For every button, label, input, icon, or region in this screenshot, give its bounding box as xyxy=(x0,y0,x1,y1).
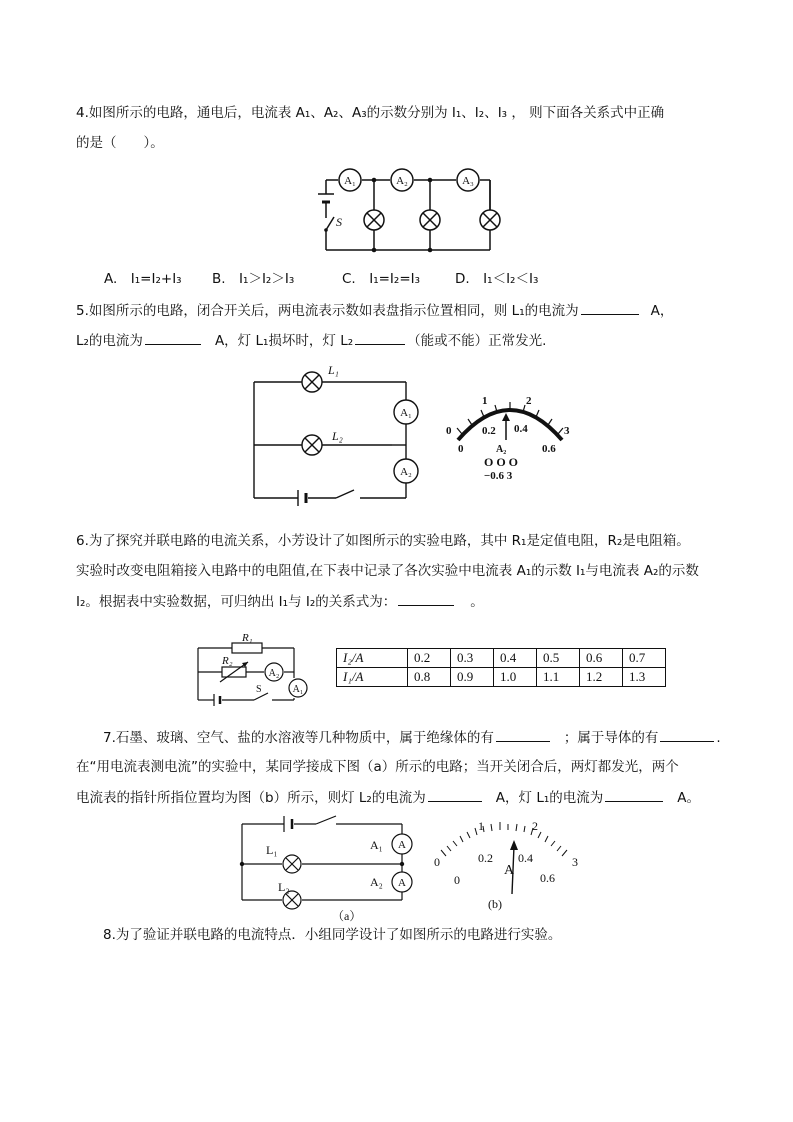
q5-text-1b: A， xyxy=(650,303,674,319)
lamp-l2 xyxy=(302,435,322,455)
lamp-1 xyxy=(364,210,384,230)
lamp-2 xyxy=(420,210,440,230)
dial-bottom-2: 0.4 xyxy=(514,423,528,435)
q5-blank-l2-current[interactable] xyxy=(145,331,201,345)
svg-text:A₂: A₂ xyxy=(268,668,280,679)
svg-text:A₁: A₁ xyxy=(292,684,304,695)
junction-dot xyxy=(400,862,404,866)
q6-text-3a: I₂。根据表中实验数据，可归纳出 I₁与 I₂的关系式为： xyxy=(76,594,397,610)
q5-blank-l1-current[interactable] xyxy=(581,301,639,315)
dial-top-0: 0 xyxy=(446,425,452,437)
dial-top-2: 2 xyxy=(532,819,538,833)
svg-text:A: A xyxy=(398,877,406,889)
q7-blank-conductors[interactable] xyxy=(660,728,714,742)
table-cell: 0.8 xyxy=(408,668,451,687)
q7-meter-dial-b xyxy=(432,816,592,916)
svg-text:A₁: A₁ xyxy=(400,407,412,419)
q6-text-3b: 。 xyxy=(470,594,484,610)
q5-blank-l2-glow[interactable] xyxy=(355,331,405,345)
q5-line2 xyxy=(76,331,546,350)
q4-option-b: B. I₁＞I₂＞I₃ xyxy=(212,271,295,287)
dial-top-3: 3 xyxy=(564,425,570,437)
svg-text:A₁: A₁ xyxy=(344,175,356,187)
dial-terminal-labels: −0.6 3 xyxy=(484,470,513,482)
dial-top-1: 1 xyxy=(482,395,488,407)
q5-meter-dial xyxy=(440,388,580,488)
ammeter-a1 xyxy=(289,679,307,697)
q7-text-1a: 7.石墨、玻璃、空气、盐的水溶液等几种物质中，属于绝缘体的有 xyxy=(103,730,494,746)
dial-needle-tip xyxy=(510,840,518,850)
dial-bottom-3: 0.6 xyxy=(540,871,555,885)
q5-text-2a: L₂的电流为 xyxy=(76,333,143,349)
ammeter-a2-label: A₂ xyxy=(370,875,383,889)
dial-bottom-1: 0.2 xyxy=(478,851,493,865)
lamp-l1-label: L₁ xyxy=(266,843,278,857)
q7-text-3a: 电流表的指针所指位置均为图（b）所示，则灯 L₂的电流为 xyxy=(76,790,426,806)
ammeter-a2 xyxy=(391,169,413,191)
dial-bottom-1: 0.2 xyxy=(482,425,496,437)
ammeter-a2 xyxy=(392,872,412,892)
dial-top-0: 0 xyxy=(434,855,440,869)
q7-circuit-figure-a xyxy=(236,814,416,923)
q5-circuit-figure xyxy=(250,362,415,502)
ammeter-a3 xyxy=(457,169,479,191)
table-cell: 0.5 xyxy=(537,649,580,668)
ammeter-a1-label: A₁ xyxy=(370,838,383,852)
q5-line1 xyxy=(76,301,673,320)
switch-lever xyxy=(326,217,334,230)
dial-arc xyxy=(458,410,562,440)
caption-b: (b) xyxy=(488,897,502,911)
lamp-l2-label: L₂ xyxy=(332,429,343,443)
svg-text:A₃: A₃ xyxy=(462,175,474,187)
caption-a: （a） xyxy=(332,909,362,923)
dial-bottom-0: 0 xyxy=(458,443,464,455)
table-row xyxy=(337,649,666,668)
ammeter-a1 xyxy=(392,834,412,854)
q7-text-1b: ；属于导体的有 xyxy=(563,730,659,746)
q7-line3 xyxy=(76,788,700,807)
q7-line1 xyxy=(103,728,721,747)
table-cell: 0.9 xyxy=(451,668,494,687)
q7-text-1c: . xyxy=(716,730,721,746)
dial-needle-tip xyxy=(502,413,510,421)
q4-option-c: C. I₁=I₂=I₃ xyxy=(342,271,421,287)
q7-blank-l2-current[interactable] xyxy=(428,788,482,802)
table-row-label: I₁/A xyxy=(337,668,408,687)
q6-data-table xyxy=(336,648,666,687)
q5-text-2b: A，灯 L₁损坏时，灯 L₂ xyxy=(214,333,354,349)
dial-top-1: 1 xyxy=(478,819,484,833)
table-cell: 0.6 xyxy=(580,649,623,668)
dial-ticks xyxy=(457,402,563,434)
q5-text-1a: 5.如图所示的电路，闭合开关后，两电流表示数如表盘指示位置相同，则 L₁的电流为 xyxy=(76,303,579,319)
switch-lever xyxy=(316,816,336,824)
dial-bottom-0: 0 xyxy=(454,873,460,887)
junction-dot xyxy=(428,178,433,183)
dial-top-3: 3 xyxy=(572,855,578,869)
svg-text:A: A xyxy=(398,839,406,851)
q6-blank-relation[interactable] xyxy=(398,592,454,606)
table-cell: 1.1 xyxy=(537,668,580,687)
table-cell: 1.3 xyxy=(623,668,666,687)
dial-meter-label: A₂ xyxy=(496,444,507,455)
dial-bottom-3: 0.6 xyxy=(542,443,556,455)
junction-dot xyxy=(240,862,244,866)
q4-option-a: A. I₁=I₂+I₃ xyxy=(104,271,182,287)
resistor-r2-label: R₂ xyxy=(222,655,233,667)
q7-blank-l1-current[interactable] xyxy=(605,788,663,802)
ammeter-a1 xyxy=(394,400,418,424)
ammeter-a1 xyxy=(339,169,361,191)
lamp-l2-label: L₂ xyxy=(278,880,290,894)
q6-line1: 6.为了探究并联电路的电流关系，小芳设计了如图所示的实验电路，其中 R₁是定值电阻，R₂是电阻箱。 xyxy=(76,533,690,549)
ammeter-a2 xyxy=(394,459,418,483)
lamp-3 xyxy=(480,210,500,230)
q7-line2: 在“用电流表测电流”的实验中，某同学接成下图（a）所示的电路；当开关闭合后，两灯都发光，两个 xyxy=(76,759,679,775)
svg-text:A₂: A₂ xyxy=(400,466,412,478)
lamp-l1 xyxy=(302,372,322,392)
lamp-l1 xyxy=(283,855,301,873)
ammeter-a2 xyxy=(265,663,283,681)
table-row xyxy=(337,668,666,687)
dial-top-2: 2 xyxy=(526,395,532,407)
q8-line1: 8.为了验证并联电路的电流特点．小组同学设计了如图所示的电路进行实验。 xyxy=(103,927,562,943)
junction-dot xyxy=(372,178,377,183)
q7-text-3b: A，灯 L₁的电流为 xyxy=(495,790,604,806)
q6-line3 xyxy=(76,592,484,611)
table-row-label: I₂/A xyxy=(337,649,408,668)
q7-text-3c: A。 xyxy=(677,790,701,806)
resistor-r1-label: R₁ xyxy=(242,632,253,644)
q6-circuit-figure xyxy=(194,630,314,708)
dial-terminals: O O O xyxy=(484,455,519,469)
q4-circuit-figure xyxy=(314,162,494,258)
table-cell: 0.2 xyxy=(408,649,451,668)
q5-text-2c: （能或不能）正常发光. xyxy=(407,333,547,349)
q6-line2: 实验时改变电阻箱接入电路中的电阻值,在下表中记录了各次实验中电流表 A₁的示数 I₁与电流表 A₂的示数 xyxy=(76,563,699,579)
q4-option-d: D. I₁＜I₂＜I₃ xyxy=(455,271,539,287)
table-cell: 1.0 xyxy=(494,668,537,687)
q4-line1: 4.如图所示的电路，通电后，电流表 A₁、A₂、A₃的示数分别为 I₁、I₂、I₃ ， 则下面各关系式中正确 xyxy=(76,105,665,121)
dial-bottom-2: 0.4 xyxy=(518,851,533,865)
resistor-r1 xyxy=(232,643,262,653)
switch-lever xyxy=(336,490,354,498)
q7-blank-insulators[interactable] xyxy=(496,728,550,742)
table-cell: 0.4 xyxy=(494,649,537,668)
junction-dot xyxy=(428,248,433,253)
svg-text:A₂: A₂ xyxy=(396,175,408,187)
lamp-l1-label: L₁ xyxy=(328,363,339,377)
switch-label: S xyxy=(256,684,262,695)
q4-line2: 的是（ ）。 xyxy=(76,135,164,151)
table-cell: 0.7 xyxy=(623,649,666,668)
switch-label: S xyxy=(336,215,342,229)
switch-pivot xyxy=(324,228,328,232)
junction-dot xyxy=(372,248,377,253)
table-cell: 1.2 xyxy=(580,668,623,687)
dial-symbol: A xyxy=(504,863,515,878)
dial-ticks xyxy=(441,822,567,856)
table-cell: 0.3 xyxy=(451,649,494,668)
